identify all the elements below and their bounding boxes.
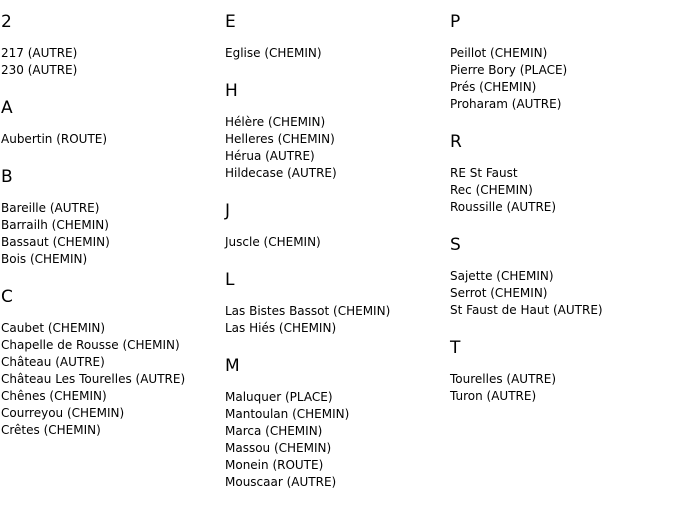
letter-group	[1, 12, 223, 79]
street-item: Juscle (CHEMIN)	[225, 235, 321, 249]
group-letter-heading: S	[450, 235, 461, 255]
letter-group	[225, 12, 447, 62]
street-item: Crêtes (CHEMIN)	[1, 423, 101, 437]
street-item: Chênes (CHEMIN)	[1, 389, 107, 403]
letter-group	[450, 338, 672, 405]
letter-group	[450, 12, 672, 113]
letter-group	[1, 287, 223, 439]
letter-group	[450, 235, 672, 319]
group-letter-heading: C	[1, 287, 13, 307]
street-item: Hélère (CHEMIN)	[225, 115, 326, 129]
street-item: Las Hiés (CHEMIN)	[225, 321, 337, 335]
letter-group	[225, 270, 447, 337]
street-item: Chapelle de Rousse (CHEMIN)	[1, 338, 180, 352]
street-item: Pierre Bory (PLACE)	[450, 63, 568, 77]
street-item: Mantoulan (CHEMIN)	[225, 407, 350, 421]
street-item: Serrot (CHEMIN)	[450, 286, 548, 300]
street-item: Château (AUTRE)	[1, 355, 105, 369]
index-column	[1, 12, 223, 458]
street-item: Las Bistes Bassot (CHEMIN)	[225, 304, 391, 318]
street-item: Peillot (CHEMIN)	[450, 46, 548, 60]
street-item: Prés (CHEMIN)	[450, 80, 537, 94]
street-item: Château Les Tourelles (AUTRE)	[1, 372, 186, 386]
group-letter-heading: E	[225, 12, 236, 32]
street-item: Tourelles (AUTRE)	[450, 372, 557, 386]
street-item: Roussille (AUTRE)	[450, 200, 557, 214]
street-item: RE St Faust	[450, 166, 518, 180]
street-item: Courreyou (CHEMIN)	[1, 406, 125, 420]
street-list	[450, 268, 672, 319]
street-list	[450, 371, 672, 405]
letter-group	[225, 356, 447, 491]
letter-group	[225, 81, 447, 182]
street-list	[450, 165, 672, 216]
street-item: Monein (ROUTE)	[225, 458, 324, 472]
street-item: Barrailh (CHEMIN)	[1, 218, 109, 232]
street-item: Hildecase (AUTRE)	[225, 166, 337, 180]
group-letter-heading: A	[1, 98, 13, 118]
group-letter-heading: T	[450, 338, 461, 358]
street-item: Eglise (CHEMIN)	[225, 46, 322, 60]
index-column	[225, 12, 447, 510]
group-letter-heading: M	[225, 356, 240, 376]
street-item: Turon (AUTRE)	[450, 389, 537, 403]
street-item: Mouscaar (AUTRE)	[225, 475, 337, 489]
street-list	[450, 45, 672, 113]
street-item: Bareille (AUTRE)	[1, 201, 100, 215]
letter-group	[450, 132, 672, 216]
group-letter-heading: 2	[1, 12, 12, 32]
letter-group	[1, 167, 223, 268]
index-column	[450, 12, 672, 424]
street-list	[225, 234, 447, 251]
street-item: Proharam (AUTRE)	[450, 97, 562, 111]
street-item: Hérua (AUTRE)	[225, 149, 315, 163]
street-list	[1, 45, 223, 79]
street-list	[225, 389, 447, 491]
street-list	[1, 131, 223, 148]
street-list	[1, 320, 223, 439]
group-letter-heading: J	[225, 201, 231, 221]
group-letter-heading: R	[450, 132, 462, 152]
group-letter-heading: L	[225, 270, 235, 290]
group-letter-heading: H	[225, 81, 238, 101]
street-item: Maluquer (PLACE)	[225, 390, 333, 404]
street-item: Aubertin (ROUTE)	[1, 132, 108, 146]
letter-group	[1, 98, 223, 148]
street-item: St Faust de Haut (AUTRE)	[450, 303, 603, 317]
letter-group	[225, 201, 447, 251]
street-list	[225, 45, 447, 62]
street-list	[1, 200, 223, 268]
street-item: Caubet (CHEMIN)	[1, 321, 106, 335]
street-list	[225, 303, 447, 337]
street-item: Bassaut (CHEMIN)	[1, 235, 110, 249]
street-item: 230 (AUTRE)	[1, 63, 78, 77]
street-list	[225, 114, 447, 182]
street-item: Helleres (CHEMIN)	[225, 132, 335, 146]
street-item: 217 (AUTRE)	[1, 46, 78, 60]
street-item: Rec (CHEMIN)	[450, 183, 533, 197]
group-letter-heading: P	[450, 12, 461, 32]
street-item: Massou (CHEMIN)	[225, 441, 332, 455]
group-letter-heading: B	[1, 167, 13, 187]
street-item: Sajette (CHEMIN)	[450, 269, 554, 283]
street-item: Marca (CHEMIN)	[225, 424, 323, 438]
street-item: Bois (CHEMIN)	[1, 252, 88, 266]
